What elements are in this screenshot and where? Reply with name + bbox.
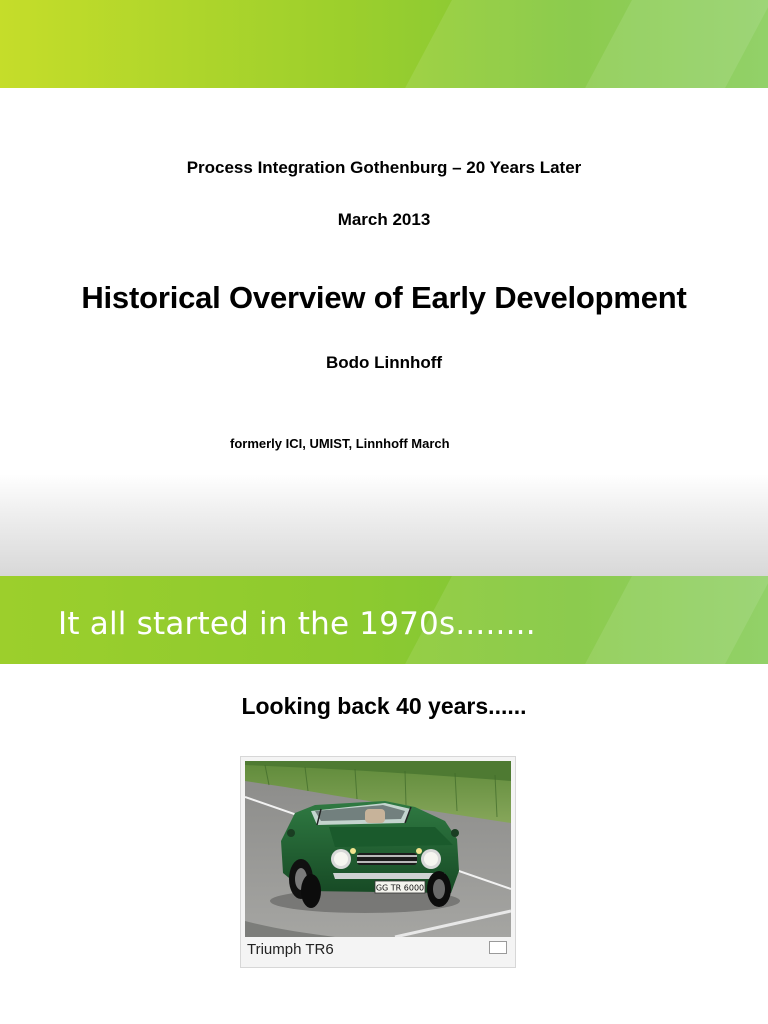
slide-subheading: Looking back 40 years...... (241, 693, 527, 719)
enlarge-icon[interactable] (489, 941, 507, 954)
slide-heading: It all started in the 1970s........ (58, 606, 536, 642)
slide-footer-shade (0, 474, 768, 576)
presentation-title: Historical Overview of Early Development (81, 280, 687, 315)
slide-heading-band (0, 576, 768, 664)
author-name: Bodo Linnhoff (325, 353, 443, 372)
car-photo-figure (240, 756, 516, 968)
car-photo (245, 761, 511, 937)
header-band (0, 0, 768, 88)
license-plate-text: GG TR 6000 (375, 883, 425, 893)
author-affiliation: formerly ICI, UMIST, Linnhoff March (230, 436, 450, 451)
presentation-date: March 2013 (337, 210, 431, 229)
slide-intro (0, 576, 768, 1024)
photo-caption: Triumph TR6 (247, 941, 334, 958)
conference-subtitle: Process Integration Gothenburg – 20 Years Later (186, 158, 582, 177)
